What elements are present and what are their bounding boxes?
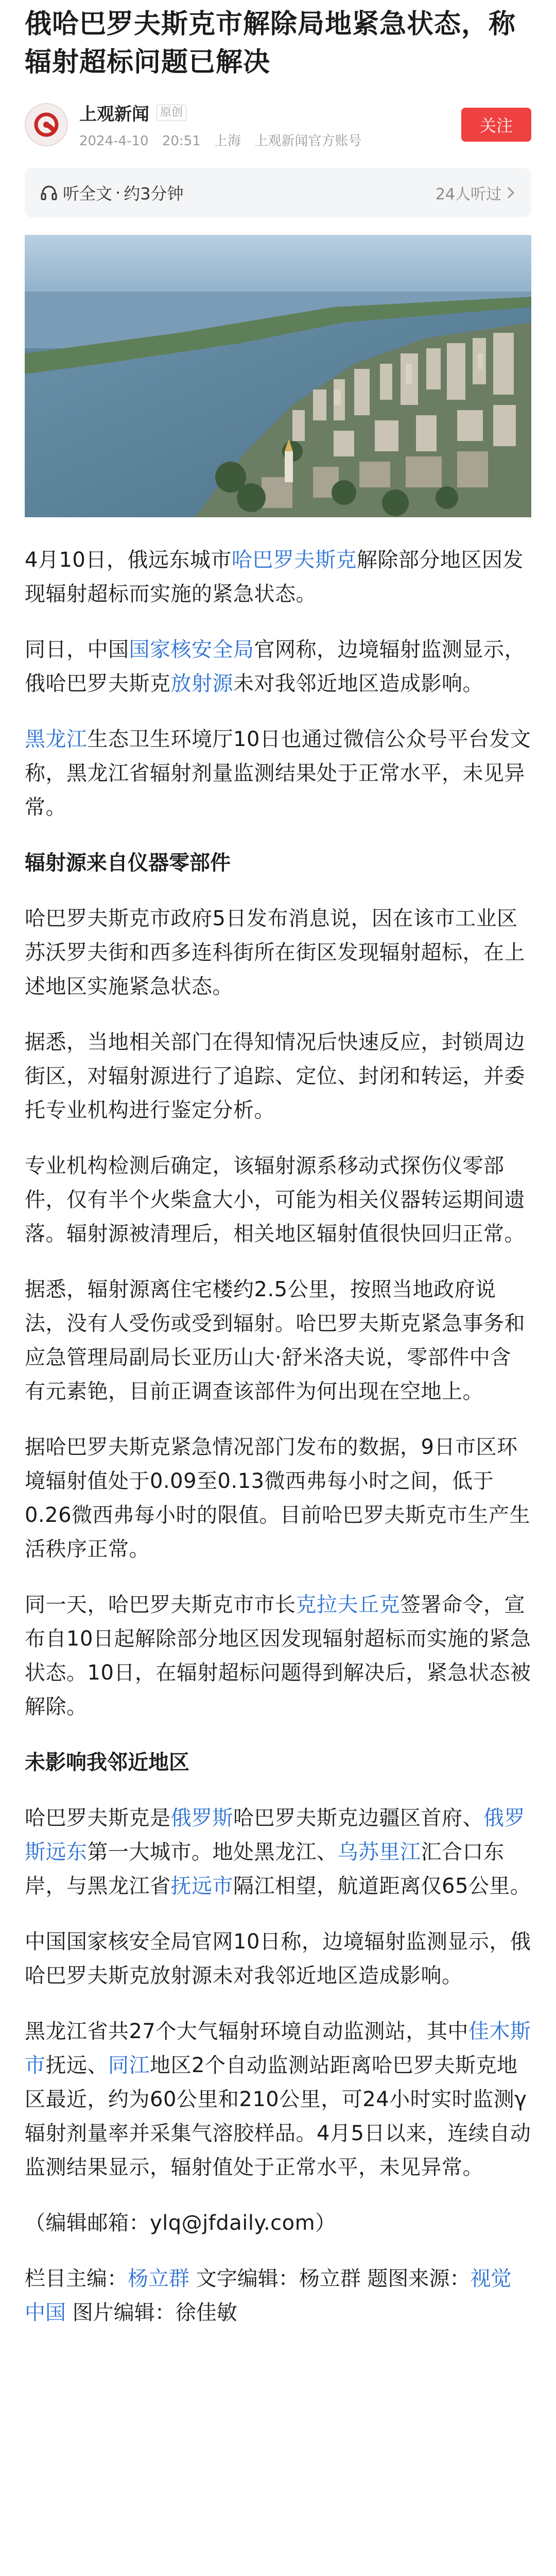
article-credits: 栏目主编：杨立群 文字编辑：杨立群 题图来源：视觉中国 图片编辑：徐佳敏 <box>25 2267 512 2325</box>
paragraph: 4月10日，俄远东城市哈巴罗夫斯克解除部分地区因发现辐射超标而实施的紧急状态。 <box>25 548 524 606</box>
keyword-link[interactable]: 放射源 <box>170 672 233 696</box>
keyword-link[interactable]: 佳木斯市 <box>25 2020 531 2077</box>
keyword-link[interactable]: 哈巴罗夫斯克 <box>231 548 357 572</box>
author-row <box>25 99 531 150</box>
original-badge: 原创 <box>157 105 186 121</box>
publish-location: 上海 <box>214 133 241 149</box>
keyword-link[interactable]: 同江 <box>108 2054 150 2077</box>
keyword-link[interactable]: 乌苏里江 <box>337 1840 421 1864</box>
listen-label[interactable]: 听全文 <box>63 184 113 204</box>
article-body <box>25 517 531 2330</box>
section-heading: 辐射源来自仪器零部件 <box>25 851 231 875</box>
publish-time: 20:51 <box>162 133 201 149</box>
paragraph: 黑龙江生态卫生环境厅10日也通过微信公众号平台发文称，黑龙江省辐射剂量监测结果处于正常水平，未见异常。 <box>25 727 531 819</box>
listen-bar[interactable]: 听全文 · 约3分钟 24人听过 <box>25 168 531 217</box>
follow-button[interactable]: 关注 <box>461 108 531 142</box>
account-type: 上观新闻官方账号 <box>254 133 362 149</box>
chevron-right-icon <box>506 185 516 200</box>
paragraph: 哈巴罗夫斯克是俄罗斯哈巴罗夫斯克边疆区首府、俄罗斯远东第一大城市。地处黑龙江、乌苏里江汇合口东岸，与黑龙江省抚远市隔江相望，航道距离仅65公里。 <box>25 1806 531 1898</box>
keyword-link[interactable]: 黑龙江 <box>25 727 88 751</box>
keyword-link[interactable]: 克拉夫丘克 <box>296 1593 400 1617</box>
hero-image[interactable] <box>25 235 531 517</box>
keyword-link[interactable]: 俄罗斯 <box>170 1806 233 1830</box>
image-source-link[interactable]: 视觉中国 <box>25 2267 512 2325</box>
editor-link[interactable]: 杨立群 <box>128 2267 189 2291</box>
author-avatar[interactable] <box>25 103 68 146</box>
keyword-link[interactable]: 俄罗斯远东 <box>25 1806 525 1864</box>
paragraph: 据哈巴罗夫斯克紧急情况部门发布的数据，9日市区环境辐射值处于0.09至0.13微西弗每小时之间，低于0.26微西弗每小时的限值。目前哈巴罗夫斯克市生产生活秩序正常。 <box>25 1435 531 1561</box>
paragraph: 专业机构检测后确定，该辐射源系移动式探伤仪零部件，仅有半个火柴盒大小，可能为相关仪器转运期间遗落。辐射源被清理后，相关地区辐射值很快回归正常。 <box>25 1154 525 1246</box>
publish-info <box>79 130 461 149</box>
shangguan-logo-icon <box>32 110 61 139</box>
author-meta <box>79 100 461 149</box>
listener-count: 24人听过 <box>435 185 501 204</box>
paragraph: 据悉，当地相关部门在得知情况后快速反应，封锁周边街区，对辐射源进行了追踪、定位、封闭和转运，并委托专业机构进行鉴定分析。 <box>25 1030 525 1122</box>
paragraph: 同日，中国国家核安全局官网称，边境辐射监测显示，俄哈巴罗夫斯克放射源未对我邻近地区造成影响。 <box>25 638 525 696</box>
paragraph: 黑龙江省共27个大气辐射环境自动监测站，其中佳木斯市抚远、同江地区2个自动监测站距离哈巴罗夫斯克地区最近，约为60公里和210公里，可24小时实时监测γ辐射剂量率并采集气溶胶样品。4月5日以来，连续自动监测结果显示，辐射值处于正常水平，未见异常。 <box>25 2020 531 2179</box>
section-heading: 未影响我邻近地区 <box>25 1751 189 1774</box>
editor-email: （编辑邮箱：ylq@jfdaily.com） <box>25 2211 336 2235</box>
paragraph: 中国国家核安全局官网10日称，边境辐射监测显示，俄哈巴罗夫斯克放射源未对我邻近地区造成影响。 <box>25 1930 531 1988</box>
keyword-link[interactable]: 抚远市 <box>170 1874 233 1898</box>
keyword-link[interactable]: 国家核安全局 <box>129 638 254 662</box>
author-name[interactable]: 上观新闻 <box>79 104 149 125</box>
paragraph: 据悉，辐射源离住宅楼约2.5公里，按照当地政府说法，没有人受伤或受到辐射。哈巴罗夫斯克紧急事务和应急管理局副局长亚历山大·舒米洛夫说，零部件中含有元素铯，目前正调查该部件为何出现在空地上。 <box>25 1278 525 1403</box>
city-aerial-photo <box>25 235 531 517</box>
article-title: 俄哈巴罗夫斯克市解除局地紧急状态，称辐射超标问题已解决 <box>25 9 516 78</box>
headphones-icon <box>40 184 58 201</box>
listen-duration: 约3分钟 <box>124 184 184 204</box>
paragraph: 哈巴罗夫斯克市政府5日发布消息说，因在该市工业区苏沃罗夫街和西多连科街所在街区发现辐射超标，在上述地区实施紧急状态。 <box>25 907 525 998</box>
paragraph: 同一天，哈巴罗夫斯克市市长克拉夫丘克签署命令，宣布自10日起解除部分地区因发现辐射超标而实施的紧急状态。10日，在辐射超标问题得到解决后，紧急状态被解除。 <box>25 1593 531 1719</box>
publish-date: 2024-4-10 <box>79 133 149 149</box>
